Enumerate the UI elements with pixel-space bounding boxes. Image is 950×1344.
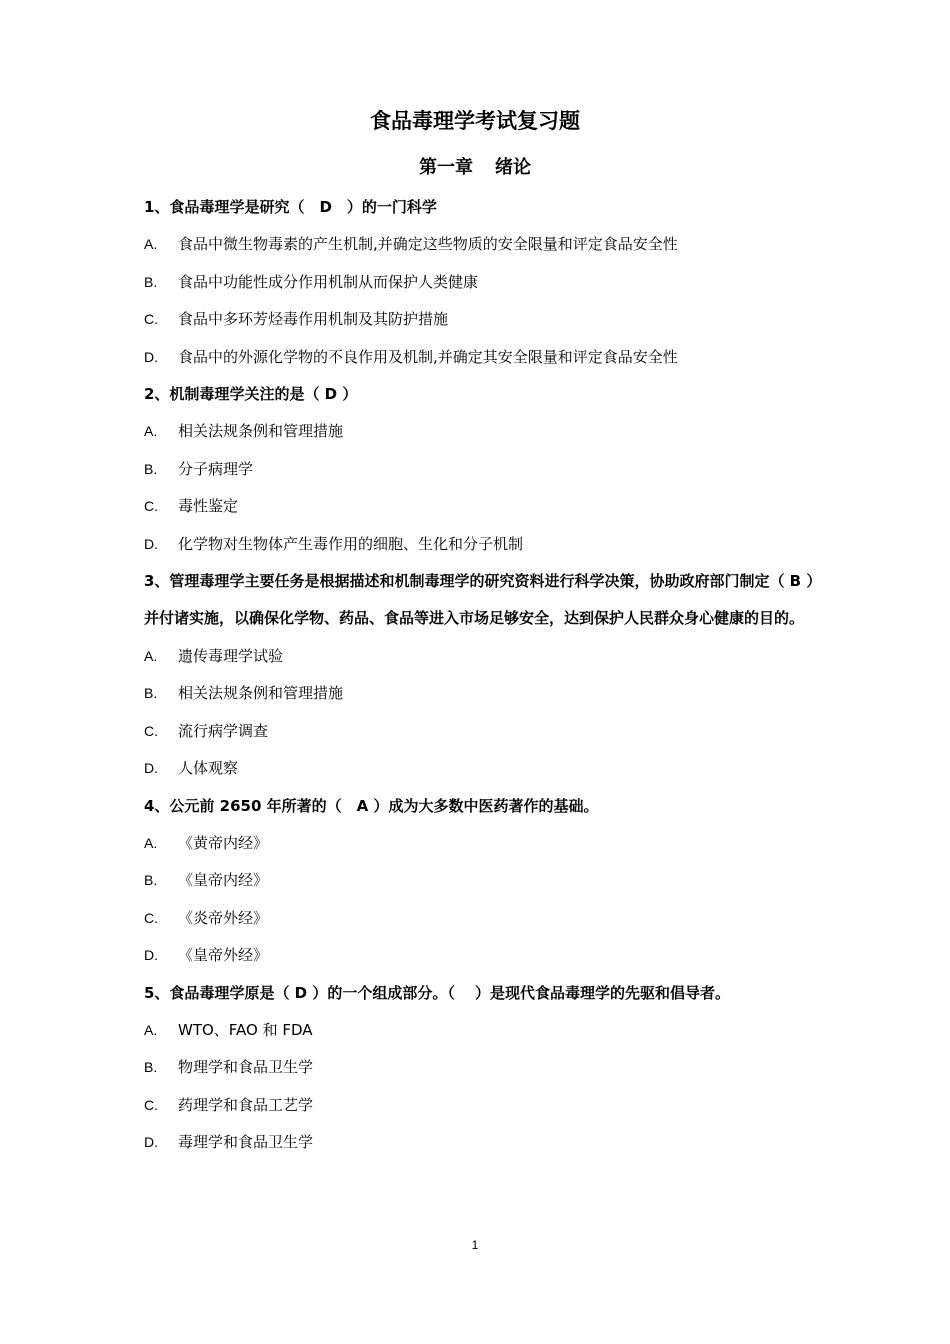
option-label: D. — [144, 535, 158, 552]
option-label: C. — [144, 909, 158, 926]
document-title: 食品毒理学考试复习题 — [370, 109, 580, 133]
option-label: C. — [144, 1096, 158, 1113]
option-c — [144, 900, 824, 937]
option-text: 食品中功能性成分作用机制从而保护人类健康 — [178, 272, 479, 291]
question-text: 1、食品毒理学是研究（ D ）的一门科学 — [144, 198, 437, 216]
option-text: 遗传毒理学试验 — [178, 646, 284, 665]
option-label: B. — [144, 685, 158, 702]
option-a — [144, 825, 824, 862]
option-d — [144, 1124, 824, 1161]
question-text: 4、公元前 2650 年所著的（ A ）成为大多数中医药著作的基础。 — [144, 796, 599, 815]
option-label: B. — [144, 872, 158, 889]
option-label: C. — [144, 498, 158, 515]
question-1 — [144, 189, 824, 376]
option-c — [144, 713, 824, 750]
option-text: 《皇帝内经》 — [178, 871, 269, 890]
option-text: 化学物对生物体产生毒作用的细胞、生化和分子机制 — [178, 534, 524, 553]
question-4 — [144, 788, 824, 975]
option-text: 流行病学调查 — [178, 721, 269, 740]
option-text: 毒理学和食品卫生学 — [178, 1133, 314, 1152]
option-text: 《炎帝外经》 — [178, 908, 269, 927]
option-c — [144, 1087, 824, 1124]
option-text: 食品中微生物毒素的产生机制,并确定这些物质的安全限量和评定食品安全性 — [178, 235, 678, 254]
option-label: B. — [144, 460, 158, 477]
chapter-name: 绪论 — [495, 157, 531, 178]
page-number: 1 — [471, 1238, 479, 1252]
question-text: 2、机制毒理学关注的是（ D ） — [144, 385, 358, 404]
option-label: D. — [144, 947, 158, 964]
question-text: 3、管理毒理学主要任务是根据描述和机制毒理学的研究资料进行科学决策，协助政府部门制定（ B ）并付诸实施，以确保化学物、药品、食品等进入市场足够安全，达到保护人民群众身心健康的目的。 — [144, 572, 822, 628]
option-label: D. — [144, 760, 158, 777]
option-label: A. — [144, 647, 158, 664]
option-label: B. — [144, 1059, 158, 1076]
option-label: D. — [144, 348, 158, 365]
chapter-heading — [0, 154, 950, 182]
option-text: 分子病理学 — [178, 459, 254, 478]
option-text: WTO、FAO 和 FDA — [178, 1020, 313, 1039]
option-label: C. — [144, 722, 158, 739]
option-d — [144, 750, 824, 787]
option-text: 人体观察 — [178, 759, 239, 778]
option-c — [144, 488, 824, 525]
option-a — [144, 1012, 824, 1049]
option-text: 食品中多环芳烃毒作用机制及其防护措施 — [178, 310, 449, 329]
option-label: A. — [144, 834, 158, 851]
option-text: 物理学和食品卫生学 — [178, 1058, 314, 1077]
question-2 — [144, 376, 824, 563]
option-d — [144, 937, 824, 974]
option-b — [144, 1049, 824, 1086]
option-c — [144, 301, 824, 338]
option-b — [144, 264, 824, 301]
option-label: C. — [144, 311, 158, 328]
question-5 — [144, 975, 824, 1162]
option-text: 食品中的外源化学物的不良作用及机制,并确定其安全限量和评定食品安全性 — [178, 347, 678, 366]
question-3 — [144, 563, 824, 787]
chapter-number: 第一章 — [419, 157, 473, 178]
option-a — [144, 226, 824, 263]
option-b — [144, 451, 824, 488]
option-a — [144, 413, 824, 450]
option-d — [144, 339, 824, 376]
question-text: 5、食品毒理学原是（ D ）的一个组成部分。（ ）是现代食品毒理学的先驱和倡导者。 — [144, 983, 731, 1002]
option-label: A. — [144, 423, 158, 440]
option-text: 相关法规条例和管理措施 — [178, 684, 344, 703]
question-list — [144, 189, 824, 1162]
option-text: 相关法规条例和管理措施 — [178, 422, 344, 441]
option-label: D. — [144, 1134, 158, 1151]
option-text: 《黄帝内经》 — [178, 833, 269, 852]
option-label: A. — [144, 1021, 158, 1038]
option-label: A. — [144, 236, 158, 253]
option-text: 《皇帝外经》 — [178, 946, 269, 965]
option-text: 药理学和食品工艺学 — [178, 1095, 314, 1114]
option-text: 毒性鉴定 — [178, 497, 239, 516]
option-b — [144, 675, 824, 712]
option-a — [144, 638, 824, 675]
option-b — [144, 862, 824, 899]
option-d — [144, 526, 824, 563]
option-label: B. — [144, 273, 158, 290]
